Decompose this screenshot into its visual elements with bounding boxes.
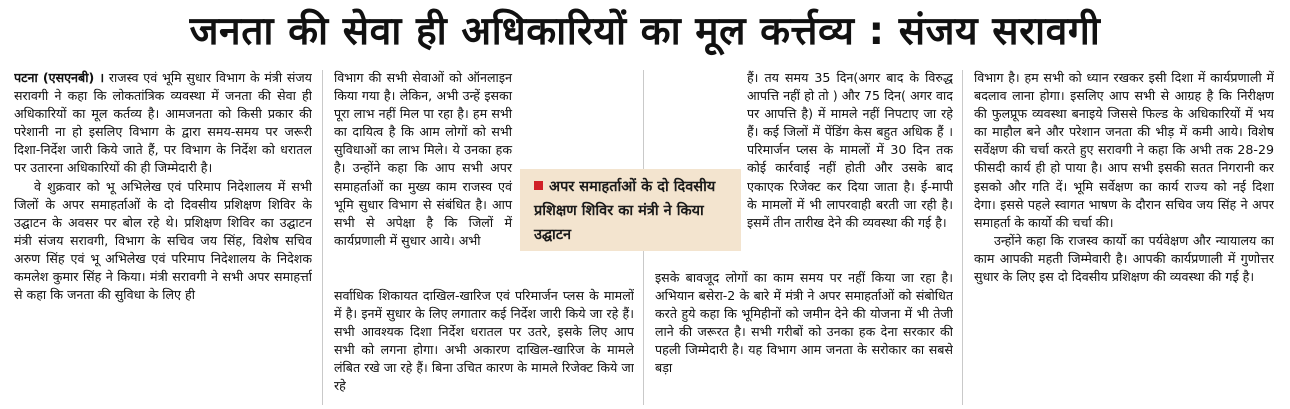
paragraph: विभाग है। हम सभी को ध्यान रखकर इसी दिशा में कार्यप्रणाली में बदलाव लाना होगा। इसलिए आप सभी से आग्रह है कि निरीक्षण की फुलप्रूफ व्यवस्था बनाइये जिससे फिल्ड के अधिकारियों में भय का माहौल बने और परेशान जनता की भीड़ में कमी आये। विशेष सर्वेक्षण की चर्चा करते हुए सरावगी ने कहा कि अभी तक 28-29 फीसदी कार्य ही हो पाया है। आप सभी इसकी सतत निगरानी कर इसको और गति दें। भूमि सर्वेक्षण का कार्य राज्य को नई दिशा देगा। इससे पहले स्वागत भाषण के दौरान सचिव जय सिंह ने अपर समाहर्ता के कार्यो की चर्चा की। [974,70,1274,230]
pull-quote-box [520,169,741,251]
paragraph [14,69,312,178]
column-divider [962,70,963,405]
column-2-bottom [334,287,634,396]
paragraph: विभाग की सभी सेवाओं को ऑनलाइन किया गया है। लेकिन, अभी उन्हें इसका पूरा लाभ नहीं मिल पा रहा है। हम सभी का दायित्व है कि आम लोगों को सभी सुविधाओं का लाभ मिले। ये उनका हक है। उन्होंने कहा कि आप सभी अपर समाहर्ताओं का मुख्य काम राजस्व एवं भूमि सुधार विभाग से संबंधित है। आप सभी से अपेक्षा है कि जिलों में कार्यप्रणाली में सुधार आये। अभी [334,70,512,248]
dateline: पटना (एसएनबी) । [14,70,105,85]
article-column-4 [974,69,1274,405]
paragraph: इसके बावजूद लोगों का काम समय पर नहीं किया जा रहा है। अभियान बसेरा-2 के बारे में मंत्री ने अपर समाहर्ताओं को संबोधित करते हुये कहा कि भूमिहीनों को जमीन देने की योजना में भी तेजी लाने की जरूरत है। सभी गरीबों को उनका हक देना सरकार की पहली जिम्मेदारी है। यह विभाग आम जनता के सरोकार का सबसे बड़ा [655,270,953,376]
paragraph: सर्वाधिक शिकायत दाखिल-खारिज एवं परिमार्जन प्लस के मामलों में है। इनमें सुधार के लिए लगातार कई निर्देश जारी किये जा रहे हैं। सभी आवश्यक दिशा निर्देश धरातल पर उतरे, इसके लिए आप सभी को लगना होगा। अभी अकारण दाखिल-खारिज के मामले लंबित रखे जा रहे हैं। बिना उचित कारण के मामले रिजेक्ट किये जा रहे [334,288,634,394]
paragraph-text: राजस्व एवं भूमि सुधार विभाग के मंत्री संजय सरावगी ने कहा कि लोकतांत्रिक व्यवस्था में जनता की सेवा ही अधिकारियों का मूल कर्तव्य है। आमजनता को किसी प्रकार की परेशानी ना हो इसलिए विभाग के द्वारा समय-समय पर जरूरी दिशा-निर्देश जारी किये जाते हैं, पर विभाग के निर्देश को धरातल पर उतारना अधिकारियों की ही जिम्मेदारी है। [14,70,312,176]
square-bullet-icon [534,181,543,190]
article-column-1 [14,69,312,405]
pull-quote-text: अपर समाहर्ताओं के दो दिवसीय प्रशिक्षण शिविर का मंत्री ने किया उद्घाटन [534,179,716,243]
column-3-bottom [655,269,953,378]
paragraph: वे शुक्रवार को भू अभिलेख एवं परिमाप निदेशालय में सभी जिलों के अपर समाहर्ताओं के दो दिवसीय प्रशिक्षण शिविर के उद्घाटन के अवसर पर बोल रहे थे। प्रशिक्षण शिविर का उद्घाटन मंत्री संजय सरावगी, विभाग के सचिव जय सिंह, विशेष सचिव अरुण सिंह एवं भू अभिलेख एवं परिमाप निदेशालय के निदेशक कमलेश कुमार सिंह ने किया। मंत्री सरावगी ने सभी अपर समाहर्त्ता से कहा कि जनता की सुविधा के लिए ही [14,178,312,303]
paragraph: उन्होंने कहा कि राजस्व कार्यो का पर्यवेक्षण और न्यायालय का काम आपकी महती जिम्मेवारी है। आपकी कार्यप्रणाली में गुणोत्तर सुधार के लिए इस दो दिवसीय प्रशिक्षण की व्यवस्था की गई है। [974,232,1274,285]
headline: जनता की सेवा ही अधिकारियों का मूल कर्त्तव्य : संजय सरावगी [189,9,1101,54]
column-divider [322,70,323,405]
paragraph: हैं। तय समय 35 दिन(अगर बाद के विरुद्ध आपत्ति नहीं हो तो ) और 75 दिन( अगर वाद पर आपत्ति है) में मामले नहीं निपटाए जा रहे हैं। कई जिलों में पेंडिंग केस बहुत अधिक हैं । परिमार्जन प्लस के मामलों में 30 दिन तक कोई कार्रवाई नहीं होती और उसके बाद एकाएक रिजेक्ट कर दिया जाता है। ई-मापी के मामलों में भी लापरवाही बरती जा रही है। इसमें तीन तारीख देने की व्यवस्था की गई है। [747,70,953,230]
